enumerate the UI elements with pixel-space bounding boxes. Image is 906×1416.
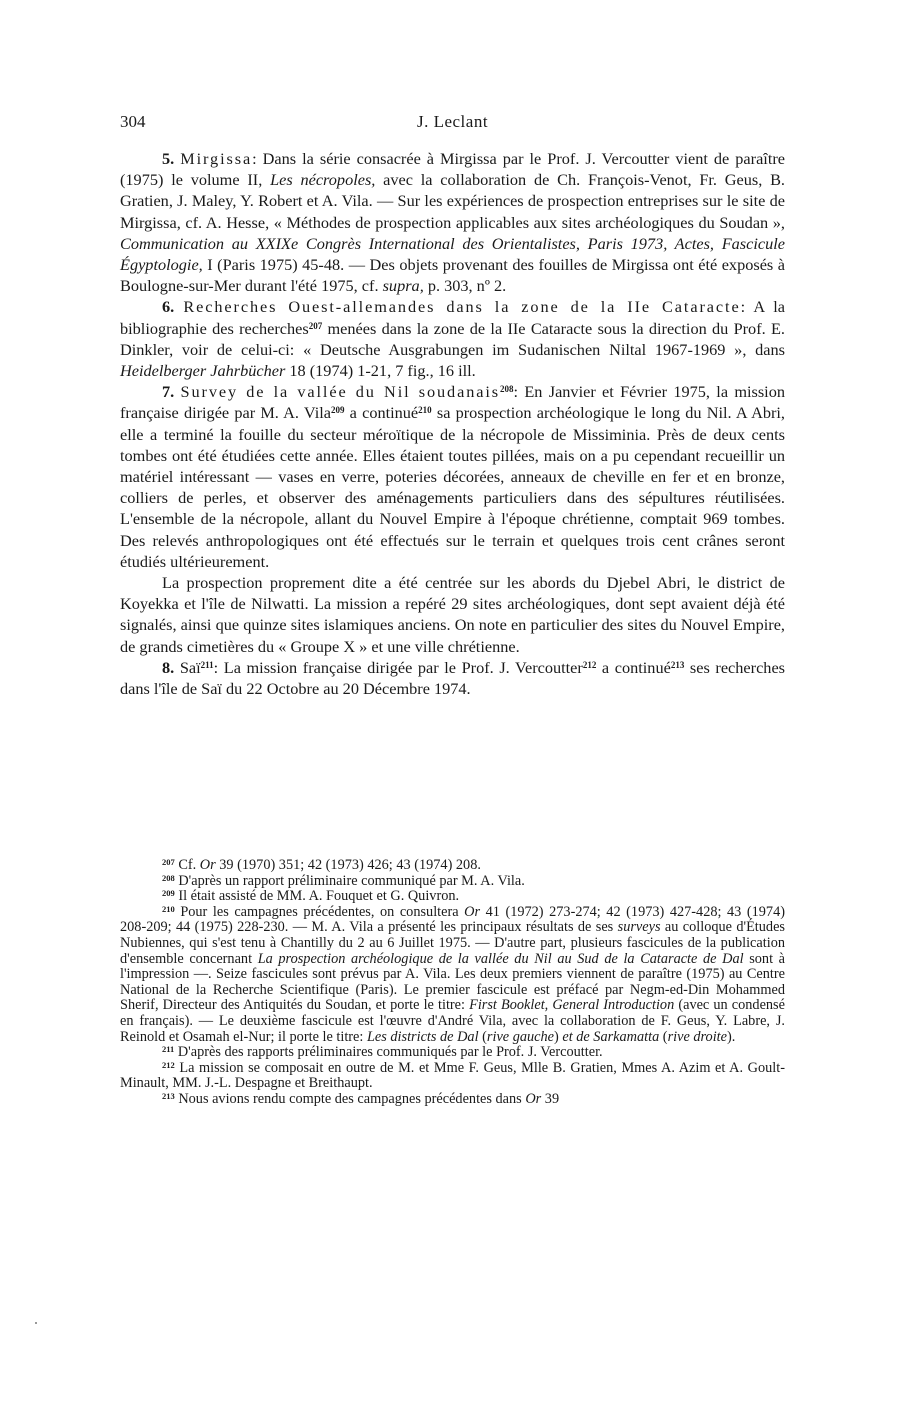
italic-title: Communication au XXIXe Congrès International des Orientalistes, Paris 1973, Actes, Fascicule Égyptologie, <box>120 233 785 275</box>
text-run: Pour les campagnes précédentes, on consultera <box>180 903 465 920</box>
italic-title: First Booklet, General Introduction <box>469 997 675 1014</box>
footnote-number: 210 <box>162 903 175 914</box>
footnote-213 <box>120 1092 785 1108</box>
paragraph-6-recherches <box>120 296 785 381</box>
footnote-ref[interactable]: 210 <box>418 405 432 416</box>
footnote-210 <box>120 905 785 1045</box>
footnote-211 <box>120 1045 785 1061</box>
text-run: : En Janvier et Février 1975, la mission française dirigée par M. A. Vila <box>120 382 785 423</box>
text-run: 41 (1972) 273-274; 42 (1973) 427-428; 43 (1974) 208-209; 44 (1975) 228-230. — M. A. Vila a présenté les principaux résultats de ses <box>120 903 785 936</box>
footnote-ref[interactable]: 209 <box>330 405 345 416</box>
italic-title: Les districts de Dal <box>366 1028 479 1045</box>
italic-word: surveys <box>617 919 661 936</box>
footnote-number: 211 <box>162 1044 175 1055</box>
paragraph-5-mirgissa <box>120 148 785 296</box>
italic-word: Or <box>464 903 481 920</box>
text-run: ). <box>727 1028 736 1045</box>
text-run: ( <box>478 1028 487 1045</box>
italic-title: et de Sarkamatta <box>562 1028 660 1045</box>
section-number: 8. <box>162 657 175 677</box>
text-run: Il était assisté de MM. A. Fouquet et G. Quivron. <box>178 888 460 905</box>
text-run: avec la collaboration de Ch. François-Venot, Fr. Geus, B. Gratien, J. Maley, Y. Robert et A. Vila. — Sur les expériences de prospection entreprises sur le site de Mirgissa, cf. A. Hesse, « Méthodes de prospection applicables aux sites archéologiques du Soudan », <box>120 170 786 232</box>
text-run: 39 (1970) 351; 42 (1973) 426; 43 (1974) 208. <box>215 857 481 873</box>
text-run: sont à l'impression —. Seize fascicules sont prévus par A. Vila. Les deux premiers viennent de paraître (1975) au Centre National de la Recherche Scientifique (Paris). Le premier fascicule est préfacé par Negm-ed-Din Mohammed Sherif, Directeur des Antiquités du Soudan, et porte le titre: <box>120 950 786 1014</box>
text-run: ( <box>659 1028 668 1045</box>
footnote-number: 212 <box>162 1059 175 1070</box>
footnote-number: 208 <box>162 872 175 883</box>
italic-word: supra, <box>382 276 424 296</box>
text-run: : Dans la série consacrée à Mirgissa par le Prof. J. Vercoutter vient de paraître (1975) le volume II, <box>120 149 785 190</box>
section-number: 5. <box>162 149 175 168</box>
footnote-ref[interactable]: 208 <box>500 384 514 395</box>
section-title: Recherches Ouest-allemandes dans la zone de la IIe Cataracte <box>183 297 741 317</box>
footnote-208 <box>120 874 785 890</box>
text-run: I (Paris 1975) 45-48. — Des objets provenant des fouilles de Mirgissa ont été exposés à Boulogne-sur-Mer durant l'été 1975, cf. <box>120 255 785 296</box>
text-run: p. 303, nº 2. <box>423 276 507 296</box>
text-run: (avec un condensé en français). — Le deuxième fascicule est l'œuvre d'André Vila, avec la collaboration de F. Geus, Y. Labre, J. Reinold et Osamah el-Nur; il porte le titre: <box>120 997 785 1045</box>
italic-title: Les nécropoles, <box>270 170 376 190</box>
page-header <box>120 112 785 136</box>
text-run: ses recherches dans l'île de Saï du 22 Octobre au 20 Décembre 1974. <box>120 657 786 699</box>
main-text <box>120 148 785 699</box>
paragraph-7-prospection: La prospection proprement dite a été centrée sur les abords du Djebel Abri, le district de Koyekka et l'île de Nilwatti. La mission a repéré 29 sites archéologiques, dont sept avaient déjà été signalés, ainsi que quinze sites islamiques anciens. On note en particulier des sites du Nouvel Empire, de grands cimetières du « Groupe X » et une ville chrétienne. <box>120 573 785 656</box>
italic-title: La prospection archéologique de la vallée du Nil au Sud de la Cataracte de Dal <box>257 950 744 967</box>
footnote-207 <box>120 858 785 874</box>
section-number: 6. <box>162 297 175 317</box>
text-run: D'après des rapports préliminaires communiqués par le Prof. J. Vercoutter. <box>177 1044 603 1061</box>
footnote-ref[interactable]: 212 <box>582 659 597 670</box>
footnote-number: 209 <box>162 888 175 899</box>
text-run: Nous avions rendu compte des campagnes précédentes dans <box>178 1090 526 1107</box>
italic-title: rive droite <box>667 1028 727 1045</box>
italic-word: Or <box>525 1090 542 1107</box>
text-run: : La mission française dirigée par le Prof. J. Vercoutter <box>213 657 583 677</box>
text-run: a continué <box>344 403 419 423</box>
footnote-209 <box>120 889 785 905</box>
section-title: Mirgissa <box>180 149 253 168</box>
section-title: Survey de la vallée du Nil soudanais <box>180 382 501 402</box>
text-run: : A la bibliographie des recherches <box>120 297 786 338</box>
text-run: a continué <box>596 657 671 677</box>
footnote-number: 207 <box>162 857 175 867</box>
text-run: 18 (1974) 1-21, 7 fig., 16 ill. <box>285 361 476 381</box>
footnotes <box>120 858 785 1108</box>
footnote-number: 213 <box>162 1090 175 1101</box>
section-title: Saï <box>179 657 201 677</box>
text-run: au colloque d'Études Nubiennes, qui s'est tenu à Chantilly du 2 au 6 Juillet 1975. — D'autre part, plusieurs fascicules de la publication d'ensemble concernant <box>120 919 785 967</box>
footnote-ref[interactable]: 213 <box>670 659 685 670</box>
text-run: 39 <box>541 1090 560 1107</box>
footnote-ref[interactable]: 211 <box>200 659 214 670</box>
text-run: menées dans la zone de la IIe Cataracte sous la direction du Prof. E. Dinkler, voir de celui-ci: « Deutsche Ausgrabungen im Sudanischen Niltal 1967-1969 », dans <box>120 318 785 359</box>
italic-word: Or <box>199 857 216 873</box>
paragraph-8-sai <box>120 657 785 699</box>
text-run: La mission se composait en outre de M. et Mme F. Geus, Mlle B. Gratien, Mmes A. Azim et A. Goult-Minault, MM. J.-L. Despagne et Breithaupt. <box>120 1059 785 1092</box>
text-run: sa prospection archéologique le long du Nil. A Abri, elle a terminé la fouille du secteur méroïtique de la nécropole de Missiminia. Près de deux cents tombes ont été étudiées cette année. Elles étaient toutes pillées, mais on a pu cependant recueillir un matériel intéressant — vases en verre, poteries décorées, anneaux de cheville en fer et en bronze, colliers de perles, et observer des aménagements particuliers dans des sépultures réutilisées. L'ensemble de la nécropole, allant du Nouvel Empire à l'époque chrétienne, comptait 969 tombes. Des relevés anthropologiques ont été effectués sur le terrain et quelques trois cent crânes seront étudiés ultérieurement. <box>120 403 785 571</box>
text-run: Cf. <box>178 857 200 873</box>
italic-title: rive gauche <box>486 1028 554 1045</box>
page-number: 304 <box>120 112 146 131</box>
running-head: J. Leclant <box>416 112 489 131</box>
footnote-ref[interactable]: 207 <box>308 320 323 331</box>
section-number: 7. <box>162 382 175 402</box>
text-run: D'après un rapport préliminaire communiqué par M. A. Vila. <box>178 872 525 889</box>
italic-title: Heidelberger Jahrbücher <box>120 361 286 381</box>
scan-speck <box>35 1322 37 1324</box>
footnote-212 <box>120 1061 785 1092</box>
paragraph-7-survey <box>120 381 785 572</box>
text-run: ) <box>554 1028 563 1045</box>
